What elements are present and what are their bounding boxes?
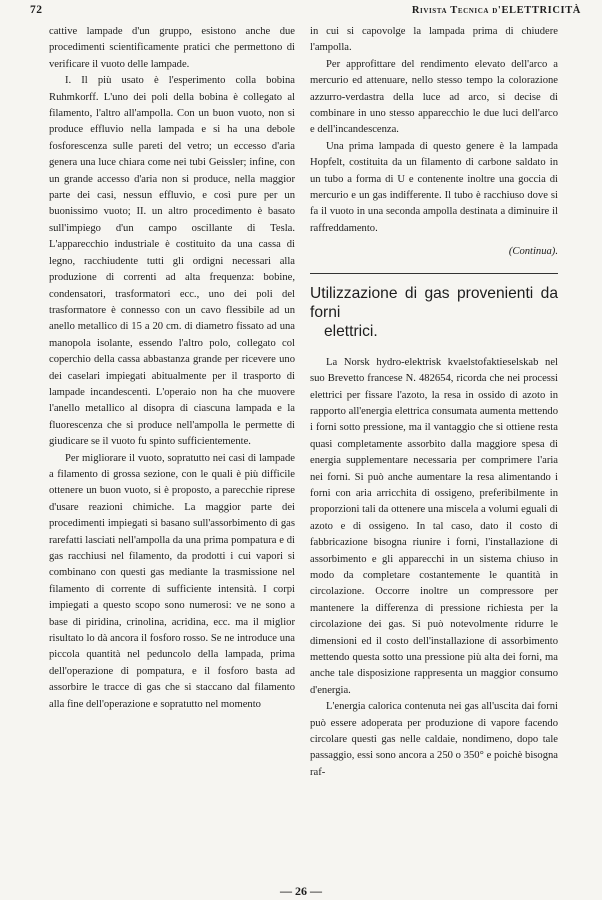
section-divider (310, 273, 558, 274)
paragraph: Per approfittare del rendimento elevato dell'arco a mercurio ed attenuare, nello stesso tempo la colorazione azzurro-verdastra della luce ad arco, si decise di combinare in uno stesso apparecchio le due luci dell'arco e dell'incandescenza. (310, 58, 558, 136)
section-title-line-1: Utilizzazione di gas provenienti da forni (310, 284, 558, 321)
continua-note: (Continua). (508, 246, 558, 258)
paragraph: Per migliorare il vuoto, sopratutto nei casi di lampade a filamento di grossa sezione, con le quali è più difficile ottenere un buon vuoto, si è proposto, a parecchie riprese d'usare reazioni chimiche. La maggior parte dei procedimenti impiegati si basano sull'assorbimento di gas rarefatti lasciati nell'ampolla da una prima pompatura e di gas racchiusi nel filamento, da prodotti i cui vapori si combinano con questi gas mediante la trasmissione nel filamento di corrente di sufficiente intensità. I corpi impiegati a questo scopo sono numerosi: ve ne sono a base di piridina, crinolina, acridina, ecc. ma il miglior risultato lo dà ancora il fosforo rosso. Se ne introduce una piccola quantità nel peduncolo della lampada, prima dell'operazione di pompatura, e il fosforo basta ad assorbire le tracce di gas che si staccano dal filamento alla fine dell'operazione e sopratutto nel momento (49, 452, 295, 710)
section-title (310, 284, 558, 341)
section-title-line-2: elettrici. (324, 322, 378, 340)
paragraph: cattive lampade d'un gruppo, esistono anche due procedimenti scientificamente pratici che permettono di verificare il vuoto delle lampade. (49, 26, 295, 70)
page-number-bottom: — 26 — (280, 884, 322, 898)
paragraph: La Norsk hydro-elektrisk kvaelstofaktieselskab nel suo Brevetto francese N. 482654, ricorda che nei processi elettrici per fissare l'azoto, la resa in ossido di azoto in rapporto all'energia elettrica consumata aumenta mettendo i forni sotto pressione, ma il vantaggio che si ottiene resta quasi completamente assorbito dalla maggiore spesa di energia supplementare necessaria per comprimere l'aria nei forni. Si può anche aumentare la resa alimentando i forni con aria arricchita di ossigeno, preferibilmente in proporzioni tali da ottenere una miscela a volumi eguali di azoto e di ossigeno. In tal caso, dato il costo di fabbricazione bisogna riunire i forni, l'installazione di assorbimento e gli apparecchi in un sistema chiuso in modo da completare costantemente le quantità in circolazione. Occorre inoltre un compressore per mantenere la differenza di pressione richiesta per la circolazione dei gas. Si può notevolmente ridurre le dimensioni ed il costo dell'installazione di assorbimento mettendo questa sotto una pressione più alta dei forni, ma anche tale disposizione rappresenta un maggior consumo d'energia. (310, 356, 558, 696)
paragraph: I. Il più usato è l'esperimento colla bobina Ruhmkorff. L'uno dei poli della bobina è collegato al filamento, l'altro all'ampolla. Con un buon vuoto, non si produce effluvio nella lampada e si ha una debole fosforescenza sulle pareti del vetro; un eccesso d'aria genera una luce chiara come nei tubi Geissler; infine, con un grande accesso d'aria non si produce, nella maggior parte dei casi, nessun effluvio, e così pure per un buonissimo vuoto; II. un altro procedimento è basato sull'impiego d'un campo oscillante di Tesla. L'apparecchio industriale è costituito da una cassa di legno, racchiudente tutti gli ordigni necessari alla produzione di correnti ad alta frequenza: bobine, condensatori, trasformatori ecc., uno dei poli del trasformatore è connesso con un cavo flessibile ad un anello metallico di 15 a 20 cm. di diametro fissato ad una manopola isolante, essendo l'altro polo, collegato col coperchio della cassa abbastanza grande per ricevere uno dei caselari impiegati abitualmente per il trasporto di lampade incandescenti. L'operaio non ha che muovere l'anello metallico al disopra di ciascuna lampada e la fluorescenza che si produce nell'ampolla le permette di giudicare se il vuoto fu spinto sufficientemente. (49, 75, 295, 448)
paragraph: in cui si capovolge la lampada prima di chiudere l'ampolla. (310, 26, 558, 54)
paragraph: Una prima lampada di questo genere è la lampada Hopfelt, costituita da un filamento di carbone saldato in un tubo a forma di U e contenente inoltre una goccia di mercurio e un gas indifferente. Il tubo è racchiuso dove si fa il vuoto in una seconda ampolla destinata a diminuire il raffreddamento. (310, 140, 558, 234)
paragraph: L'energia calorica contenuta nei gas all'uscita dai forni può essere adoperata per produzione di vapore facendo circolare questi gas nelle caldaie, nondimeno, dopo tale passaggio, essi sono ancora a 250 o 350° e poichè bisogna raf- (310, 701, 558, 778)
page-number-top: 72 (30, 4, 43, 16)
right-column (310, 24, 558, 781)
left-column (49, 24, 295, 713)
running-head: Rivista Tecnica d'ELETTRICITÀ (411, 5, 581, 16)
